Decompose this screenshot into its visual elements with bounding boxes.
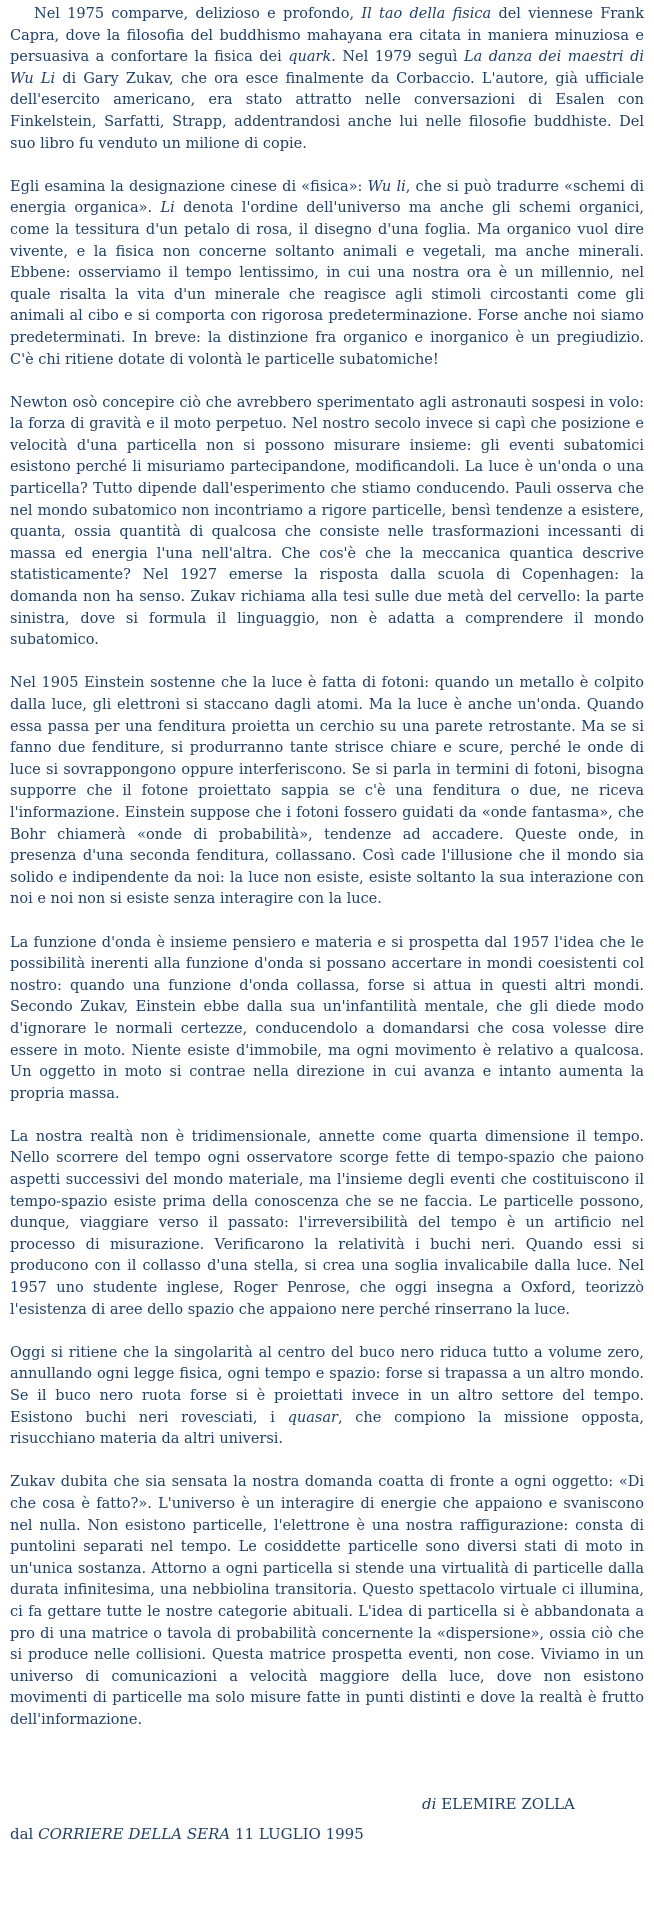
- newspaper-name: CORRIERE DELLA SERA: [38, 1825, 231, 1844]
- italic-text-run: Il tao della fisica: [361, 6, 492, 22]
- article-paragraph-8: [10, 1472, 644, 1731]
- text-run: La funzione d'onda è insieme pensiero e materia e si prospetta dal 1957 l'idea che le possibilità inerenti alla funzione d'onda si possano accertare in mondi coesistenti col nostro: quando una funzione d'onda collassa, forse si attua in questi altri mondi. Secondo Zukav, Einstein ebbe dalla sua un'infantilità mentale, che gli diede modo d'ignorare le normali certezze, conducendolo a domandarsi che cosa volesse dire essere in moto. Niente esiste d'immobile, ma ogni movimento è relativo a qualcosa. Un oggetto in moto si contrae nella direzione in cui avanza e intanto aumenta la propria massa.: [10, 934, 644, 1102]
- article-paragraph-6: [10, 1127, 644, 1321]
- author-name: ELEMIRE ZOLLA: [441, 1794, 575, 1813]
- article-paragraph-5: [10, 933, 644, 1106]
- text-run: del viennese Frank Capra, dove la filosofia del buddhismo mahayana era citata in maniera minuziosa e persuasiva a confortare la fisica dei: [10, 6, 644, 66]
- source-prefix: dal: [10, 1825, 34, 1844]
- source-line: [10, 1824, 644, 1846]
- text-run: La nostra realtà non è tridimensionale, annette come quarta dimensione il tempo. Nello scorrere del tempo ogni osservatore scorge fette di tempo-spazio che paiono aspetti successivi del mondo materiale, ma l'insieme degli eventi che costituiscono il tempo-spazio esiste prima della conoscenza che se ne faccia. Le particelle possono, dunque, viaggiare verso il passato: l'irreversibilità del tempo è un artificio nel processo di misurazione. Verificarono la relatività i buchi neri. Quando essi si producono con il collasso d'una stella, si crea una soglia invalicabile dalla luce. Nel 1957 uno studente inglese, Roger Penrose, che oggi insegna a Oxford, teorizzò l'esistenza di aree dello spazio che appaiono nere perché rinserrano la luce.: [10, 1128, 644, 1318]
- italic-text-run: Wu li: [367, 178, 406, 195]
- text-run: Egli esamina la designazione cinese di «fisica»:: [10, 178, 368, 195]
- italic-text-run: Li: [160, 200, 175, 217]
- signature-prefix: di: [422, 1794, 437, 1813]
- publication-date: 11 LUGLIO 1995: [235, 1825, 364, 1844]
- article-paragraph-1: [10, 4, 644, 155]
- text-run: di Gary Zukav, che ora esce finalmente da Corbaccio. L'autore, già ufficiale dell'esercito americano, era stato attratto nelle conversazioni di Esalen con Finkelstein, Sarfatti, Strapp, addentrandosi anche lui nelle filosofie buddhiste. Del suo libro fu venduto un milione di copie.: [10, 70, 644, 152]
- italic-text-run: quasar: [287, 1409, 338, 1426]
- author-signature: [10, 1794, 644, 1816]
- article-paragraph-2: [10, 177, 644, 371]
- article-paragraph-7: [10, 1343, 644, 1451]
- text-run: denota l'ordine dell'universo ma anche gli schemi organici, come la tessitura d'un petalo di rosa, il disegno d'una foglia. Ma organico vuol dire vivente, e la fisica non concerne soltanto animali e vegetali, ma anche minerali. Ebbene: osserviamo il tempo lentissimo, in cui una nostra ora è un millennio, nel quale risalta la vita d'un minerale che reagisce agli stimoli circostanti come gli animali al cibo e si comporta con rigorosa predeterminazione. Forse anche noi siamo predeterminati. In breve: la distinzione fra organico e inorganico è un pregiudizio. C'è chi ritiene dotate di volontà le particelle subatomiche!: [10, 200, 644, 368]
- text-run: Newton osò concepire ciò che avrebbero sperimentato agli astronauti sospesi in volo: la forza di gravità e il moto perpetuo. Nel nostro secolo invece si capì che posizione e velocità d'una particella non si possono misurare insieme: gli eventi subatomici esistono perché li misuriamo partecipandone, modificandoli. La luce è un'onda o una particella? Tutto dipende dall'esperimento che stiamo conducendo. Pauli osserva che nel mondo subatomico non incontriamo a rigore particelle, bensì tendenze a esistere, quanta, ossia quantità di qualcosa che consiste nelle trasformazioni incessanti di massa ed energia l'una nell'altra. Che cos'è che la meccanica quantica descrive statisticamente? Nel 1927 emerse la risposta dalla scuola di Copenhagen: la domanda non ha senso. Zukav richiama alla tesi sulle due metà del cervello: la parte sinistra, dove si formula il linguaggio, non è adatta a comprendere il mondo subatomico.: [10, 394, 644, 649]
- text-run: Zukav dubita che sia sensata la nostra domanda coatta di fronte a ogni oggetto: «Di che cosa è fatto?». L'universo è un interagire di energie che appaiono e svaniscono nel nulla. Non esistono particelle, l'elettrone è una nostra raffigurazione: consta di puntolini separati nel tempo. Le cosiddette particelle sono diversi stati di moto in un'unica sostanza. Attorno a ogni particella si stende una virtualità di particelle dalla durata infinitesima, una nebbiolina transitoria. Questo spettacolo virtuale ci illumina, ci fa gettare tutte le nostre categorie abituali. L'idea di particella si è abbandonata a pro di una matrice o tavola di probabilità concernente la «dispersione», ossia ciò che si produce nelle collisioni. Questa matrice prospetta eventi, non cose. Viviamo in un universo di comunicazioni a velocità maggiore della luce, dove non esistono movimenti di particelle ma solo misure fatte in punti distinti e dove la realtà è frutto dell'informazione.: [10, 1474, 644, 1728]
- text-run: Nel 1975 comparve, delizioso e profondo,: [34, 6, 362, 22]
- italic-text-run: quark: [288, 49, 332, 66]
- text-run: Nel 1905 Einstein sostenne che la luce è fatta di fotoni: quando un metallo è colpito dalla luce, gli elettroni si staccano dagli atomi. Ma la luce è anche un'onda. Quando essa passa per una fenditura proietta un cerchio su una parete retrostante. Ma se si fanno due fenditure, si produrranno tante strisce chiare e scure, perché le onde di luce si sovrappongono oppure interferiscono. Se si parla in termini di fotoni, bisogna supporre che il fotone proiettato sappia se c'è una fenditura o due, ne riceva l'informazione. Einstein suppose che i fotoni fossero guidati da «onde fantasma», che Bohr chiamerà «onde di probabilità», tendenze ad accadere. Queste onde, in presenza d'una seconda fenditura, collassano. Così cade l'illusione che il mondo sia solido e indipendente da noi: la luce non esiste, esiste soltanto la sua interazione con noi e noi non si esiste senza interagire con la luce.: [10, 675, 644, 908]
- text-run: , che si può tradurre «schemi di energia organica».: [10, 178, 644, 217]
- article-paragraph-3: [10, 393, 644, 652]
- text-run: Oggi si ritiene che la singolarità al centro del buco nero riduca tutto a volume zero, annullando ogni legge fisica, ogni tempo e spazio: forse si trapassa a un altro mondo. Se il buco nero ruota forse si è proiettati invece in un altro settore del tempo. Esistono buchi neri rovesciati, i: [10, 1344, 644, 1426]
- text-run: , che compiono la missione opposta, risucchiano materia da altri universi.: [10, 1409, 644, 1448]
- article-paragraph-4: [10, 673, 644, 911]
- text-run: . Nel 1979 seguì: [331, 49, 464, 66]
- italic-text-run: La danza dei maestri di Wu Li: [10, 49, 644, 87]
